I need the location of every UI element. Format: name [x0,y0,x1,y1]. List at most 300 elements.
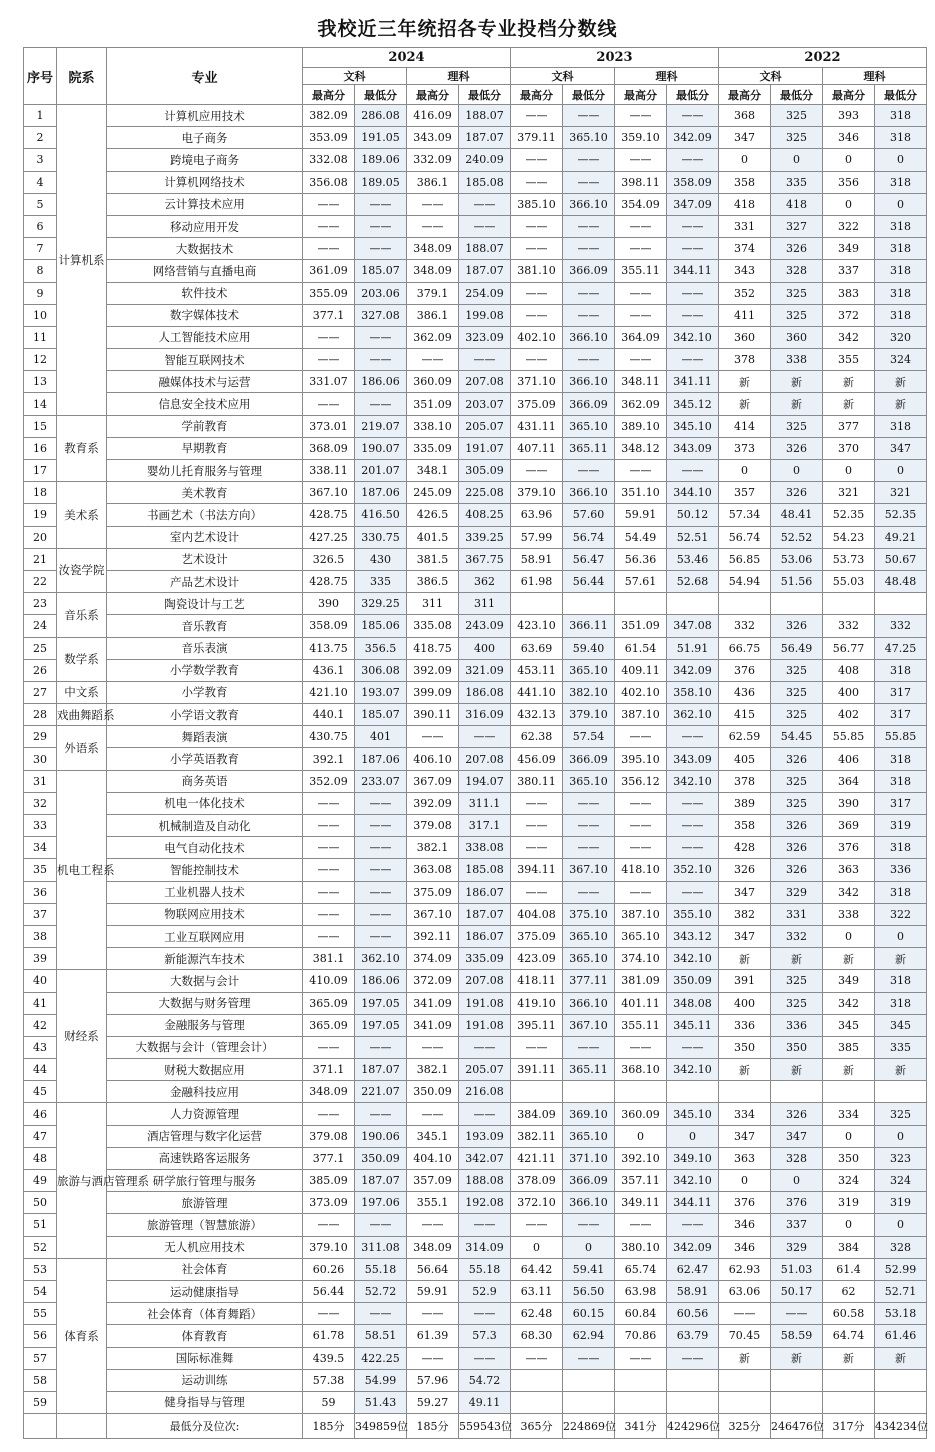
score-cell: 56.85 [719,548,771,570]
score-cell: 380.11 [511,770,563,792]
score-cell: 59.91 [407,1280,459,1302]
score-cell: —— [771,1303,823,1325]
row-number: 8 [24,260,57,282]
score-cell: —— [615,304,667,326]
score-cell: 54.45 [771,726,823,748]
footer-cell: 559543位 [459,1414,511,1439]
score-cell: 56.44 [303,1280,355,1302]
score-cell: 193.07 [355,681,407,703]
score-cell: —— [563,1347,615,1369]
table-row [24,1147,927,1169]
score-cell: —— [511,815,563,837]
score-cell: 新 [771,948,823,970]
score-cell: 317 [875,704,927,726]
score-cell [875,1081,927,1103]
score-cell: 378 [719,349,771,371]
score-cell: 187.06 [355,748,407,770]
score-cell [511,1081,563,1103]
score-cell: 331 [719,215,771,237]
score-cell: 207.08 [459,371,511,393]
score-cell: 377.11 [563,970,615,992]
major-name: 计算机应用技术 [107,105,303,127]
score-cell: 365.10 [563,659,615,681]
score-cell: 379.08 [303,1125,355,1147]
score-cell: 345.10 [667,1103,719,1125]
score-cell: 363.08 [407,859,459,881]
score-cell: 357.11 [615,1170,667,1192]
score-cell: 63.96 [511,504,563,526]
score-cell: 326 [771,815,823,837]
score-cell: 350 [719,1036,771,1058]
score-cell: 377 [823,415,875,437]
score-cell: 391 [719,970,771,992]
score-cell: 61.46 [875,1325,927,1347]
score-cell: —— [667,1036,719,1058]
major-name: 金融科技应用 [107,1081,303,1103]
table-row [24,238,927,260]
row-number: 53 [24,1258,57,1280]
score-cell: 326 [771,859,823,881]
score-cell: 327.08 [355,304,407,326]
score-cell: 新 [823,1347,875,1369]
score-cell: —— [511,304,563,326]
score-cell: 342.07 [459,1147,511,1169]
row-number: 25 [24,637,57,659]
score-cell: 376 [823,837,875,859]
row-number: 3 [24,149,57,171]
score-cell: 358 [719,815,771,837]
score-cell: 347 [771,1125,823,1147]
row-number: 22 [24,570,57,592]
score-cell: 360 [771,326,823,348]
score-cell: 305.09 [459,460,511,482]
score-cell: 新 [875,1347,927,1369]
score-cell: —— [511,1036,563,1058]
score-cell: 320 [875,326,927,348]
score-cell: 351.09 [407,393,459,415]
header-min: 最低分 [355,85,407,105]
score-cell: —— [303,1303,355,1325]
score-cell [563,1081,615,1103]
score-cell: 317 [875,792,927,814]
score-cell [771,593,823,615]
table-row [24,1170,927,1192]
footer-cell: 424296位 [667,1414,719,1439]
score-cell: 240.09 [459,149,511,171]
table-row [24,925,927,947]
score-cell: 371.1 [303,1059,355,1081]
score-cell: —— [303,925,355,947]
footer-cell: 246476位 [771,1414,823,1439]
score-cell: 243.09 [459,615,511,637]
score-cell [563,1391,615,1413]
score-cell: 431.11 [511,415,563,437]
score-cell: 新 [719,371,771,393]
score-cell: 395.10 [615,748,667,770]
row-number: 41 [24,992,57,1014]
row-number: 55 [24,1303,57,1325]
header-year-2024: 2024 [303,48,511,68]
score-cell: 339.25 [459,526,511,548]
score-cell: 373 [719,437,771,459]
major-name: 音乐教育 [107,615,303,637]
score-cell: 343.09 [667,437,719,459]
score-cell: 187.07 [459,260,511,282]
score-cell: 366.10 [563,482,615,504]
row-number: 32 [24,792,57,814]
score-cell [615,1391,667,1413]
score-cell: 385.10 [511,193,563,215]
score-cell: 362 [459,570,511,592]
score-cell: —— [407,193,459,215]
score-cell: —— [303,215,355,237]
score-cell: 342 [823,881,875,903]
score-cell: 392.10 [615,1147,667,1169]
score-cell: —— [303,792,355,814]
footer-row [24,1414,927,1439]
score-cell: 191.08 [459,992,511,1014]
score-cell: 347 [875,437,927,459]
score-cell: 318 [875,215,927,237]
score-cell: 410.09 [303,970,355,992]
score-cell: 0 [823,149,875,171]
score-cell: 329.25 [355,593,407,615]
score-cell: 63.98 [615,1280,667,1302]
row-number: 27 [24,681,57,703]
score-cell: 365.11 [563,1059,615,1081]
score-cell: 421.10 [303,681,355,703]
score-cell: 365.11 [563,437,615,459]
score-cell: —— [615,1214,667,1236]
score-cell: 428 [719,837,771,859]
score-cell: 52.99 [875,1258,927,1280]
score-cell: 0 [771,460,823,482]
row-number: 36 [24,881,57,903]
row-number: 15 [24,415,57,437]
score-cell: 345 [823,1014,875,1036]
score-cell: 59.41 [563,1258,615,1280]
score-cell: 344.11 [667,1192,719,1214]
score-cell: 351.10 [615,482,667,504]
score-cell: 52.68 [667,570,719,592]
score-cell: —— [459,215,511,237]
score-cell: 374 [719,238,771,260]
score-cell [875,1369,927,1391]
score-cell: 54.94 [719,570,771,592]
score-cell: 350 [771,1036,823,1058]
score-cell: 355 [823,349,875,371]
score-cell: —— [303,393,355,415]
score-cell: 332.08 [303,149,355,171]
score-cell: 347 [719,881,771,903]
score-cell: 66.75 [719,637,771,659]
row-number: 7 [24,238,57,260]
row-number: 48 [24,1147,57,1169]
score-cell: 62.48 [511,1303,563,1325]
header-major: 专业 [107,48,303,105]
score-cell: 348.08 [667,992,719,1014]
score-cell: 382.09 [303,105,355,127]
score-cell: 363 [719,1147,771,1169]
dept-name: 机电工程系 [57,770,107,970]
score-cell: —— [511,171,563,193]
score-cell: 219.07 [355,415,407,437]
score-cell: —— [355,1303,407,1325]
score-cell: 402 [823,704,875,726]
header-science: 理科 [823,68,927,85]
score-cell: 365.10 [563,770,615,792]
score-cell: —— [667,1347,719,1369]
score-cell: 366.09 [563,393,615,415]
score-cell: 335.09 [407,437,459,459]
score-cell: 356.08 [303,171,355,193]
score-cell: 57.96 [407,1369,459,1391]
score-cell: —— [303,881,355,903]
score-cell: 345.1 [407,1125,459,1147]
table-row [24,105,927,127]
score-cell: —— [355,193,407,215]
score-cell: 0 [771,149,823,171]
score-cell: —— [355,903,407,925]
score-cell: 54.23 [823,526,875,548]
score-cell: 343.09 [667,748,719,770]
score-cell: 423.09 [511,948,563,970]
major-name: 舞蹈表演 [107,726,303,748]
row-number: 31 [24,770,57,792]
header-min: 最低分 [459,85,511,105]
score-cell: 52.9 [459,1280,511,1302]
header-min: 最低分 [667,85,719,105]
row-number: 17 [24,460,57,482]
score-cell: 325 [771,304,823,326]
score-cell: —— [303,1103,355,1125]
score-cell: 0 [875,149,927,171]
row-number: 24 [24,615,57,637]
score-cell: 364.09 [615,326,667,348]
score-cell [875,1391,927,1413]
score-cell: 311 [407,593,459,615]
major-name: 电气自动化技术 [107,837,303,859]
score-cell: 418.11 [511,970,563,992]
score-cell: 324 [875,349,927,371]
row-number: 21 [24,548,57,570]
score-cell: 367.75 [459,548,511,570]
table-row [24,859,927,881]
score-cell [563,593,615,615]
score-cell: —— [407,1347,459,1369]
score-cell: —— [407,1103,459,1125]
score-cell: 428.75 [303,570,355,592]
score-cell: 408.25 [459,504,511,526]
table-row [24,1303,927,1325]
score-cell [615,593,667,615]
score-cell: —— [615,837,667,859]
score-cell: 59 [303,1391,355,1413]
score-cell: 337 [823,260,875,282]
score-cell: 56.64 [407,1258,459,1280]
score-cell: —— [355,1036,407,1058]
score-cell: —— [459,1347,511,1369]
score-cell: —— [459,726,511,748]
score-cell: 56.74 [563,526,615,548]
score-cell: 59.27 [407,1391,459,1413]
score-cell: —— [303,903,355,925]
score-cell: 0 [823,1125,875,1147]
table-row [24,837,927,859]
score-cell: 369.10 [563,1103,615,1125]
score-cell: 404.10 [407,1147,459,1169]
score-cell: 338.10 [407,415,459,437]
score-cell: 326 [771,615,823,637]
score-cell: 197.05 [355,992,407,1014]
score-cell: 新 [875,1059,927,1081]
score-cell: 190.06 [355,1125,407,1147]
major-name: 旅游管理 [107,1192,303,1214]
score-cell: 187.06 [355,482,407,504]
score-cell: 62.47 [667,1258,719,1280]
row-number: 51 [24,1214,57,1236]
score-cell: 53.46 [667,548,719,570]
row-number: 23 [24,593,57,615]
row-number: 46 [24,1103,57,1125]
score-cell: 65.74 [615,1258,667,1280]
dept-name: 体育系 [57,1258,107,1413]
major-name: 机电一体化技术 [107,792,303,814]
row-number: 54 [24,1280,57,1302]
score-cell: —— [355,349,407,371]
score-cell: 441.10 [511,681,563,703]
score-cell: 191.08 [459,1014,511,1036]
score-cell: 56.77 [823,637,875,659]
score-cell: 341.09 [407,1014,459,1036]
score-cell: 318 [875,238,927,260]
score-cell: 345 [875,1014,927,1036]
score-cell: 367.10 [303,482,355,504]
score-cell: 60.26 [303,1258,355,1280]
score-cell: 350.09 [355,1147,407,1169]
score-cell: 54.49 [615,526,667,548]
score-cell [771,1081,823,1103]
score-cell: 332 [875,615,927,637]
footer-cell: 341分 [615,1414,667,1439]
score-cell: 64.74 [823,1325,875,1347]
table-row [24,1236,927,1258]
score-cell: 62.94 [563,1325,615,1347]
score-cell: 61.39 [407,1325,459,1347]
score-cell: 335 [355,570,407,592]
score-cell: 368.09 [303,437,355,459]
row-number: 35 [24,859,57,881]
score-cell: —— [615,460,667,482]
score-cell: 456.09 [511,748,563,770]
score-cell: 349.10 [667,1147,719,1169]
score-cell: 341.11 [667,371,719,393]
score-cell: 329 [771,881,823,903]
score-cell: 341.09 [407,992,459,1014]
score-cell: 203.07 [459,393,511,415]
score-cell: 386.5 [407,570,459,592]
score-cell: 52.35 [823,504,875,526]
score-cell: 新 [875,371,927,393]
score-cell: 356.12 [615,770,667,792]
major-name: 数字媒体技术 [107,304,303,326]
score-cell: 382.1 [407,1059,459,1081]
score-cell: 325 [771,105,823,127]
page-title: 我校近三年统招各专业投档分数线 [317,18,618,40]
score-cell: 207.08 [459,748,511,770]
row-number: 47 [24,1125,57,1147]
score-cell: 58.59 [771,1325,823,1347]
dept-name: 美术系 [57,482,107,549]
score-cell: 338 [823,903,875,925]
score-cell: 205.07 [459,1059,511,1081]
score-cell: 新 [823,948,875,970]
score-cell: 346 [719,1236,771,1258]
score-cell: 365.09 [303,1014,355,1036]
score-cell: 311.1 [459,792,511,814]
score-cell [823,1081,875,1103]
score-cell: 386.1 [407,171,459,193]
major-name: 国际标准舞 [107,1347,303,1369]
score-cell: 384.09 [511,1103,563,1125]
score-cell: 387.10 [615,704,667,726]
row-number: 26 [24,659,57,681]
score-cell: 317.1 [459,815,511,837]
score-cell: 332 [719,615,771,637]
score-cell: 411 [719,304,771,326]
score-cell: —— [459,1036,511,1058]
header-science: 理科 [407,68,511,85]
score-cell: 328 [771,1147,823,1169]
score-cell: 188.08 [459,1170,511,1192]
score-cell: 311.08 [355,1236,407,1258]
score-cell: —— [615,215,667,237]
major-name: 书画艺术（书法方向） [107,504,303,526]
score-table [23,47,927,1439]
major-name: 运动健康指导 [107,1280,303,1302]
score-cell: 318 [875,748,927,770]
major-name: 产品艺术设计 [107,570,303,592]
score-cell: 197.06 [355,1192,407,1214]
score-cell: 379.10 [563,704,615,726]
score-cell: 390.11 [407,704,459,726]
score-cell: 325 [771,992,823,1014]
score-cell: 186.07 [459,881,511,903]
score-cell: 新 [719,393,771,415]
row-number: 6 [24,215,57,237]
score-cell: 400 [823,681,875,703]
score-cell: 381.1 [303,948,355,970]
score-cell: 374.09 [407,948,459,970]
table-row [24,127,927,149]
score-cell: 392.09 [407,792,459,814]
major-name: 大数据与会计 [107,970,303,992]
score-cell: 362.10 [667,704,719,726]
score-cell: 402.10 [511,326,563,348]
score-cell: 192.08 [459,1192,511,1214]
score-cell: 392.09 [407,659,459,681]
dept-name: 汝瓷学院 [57,548,107,592]
score-cell: 新 [771,1059,823,1081]
header-max: 最高分 [407,85,459,105]
score-cell: 382.1 [407,837,459,859]
score-cell: —— [667,881,719,903]
table-row [24,748,927,770]
score-cell: —— [303,859,355,881]
score-cell: 62.93 [719,1258,771,1280]
score-cell: 343.09 [407,127,459,149]
score-cell: 0 [719,1170,771,1192]
